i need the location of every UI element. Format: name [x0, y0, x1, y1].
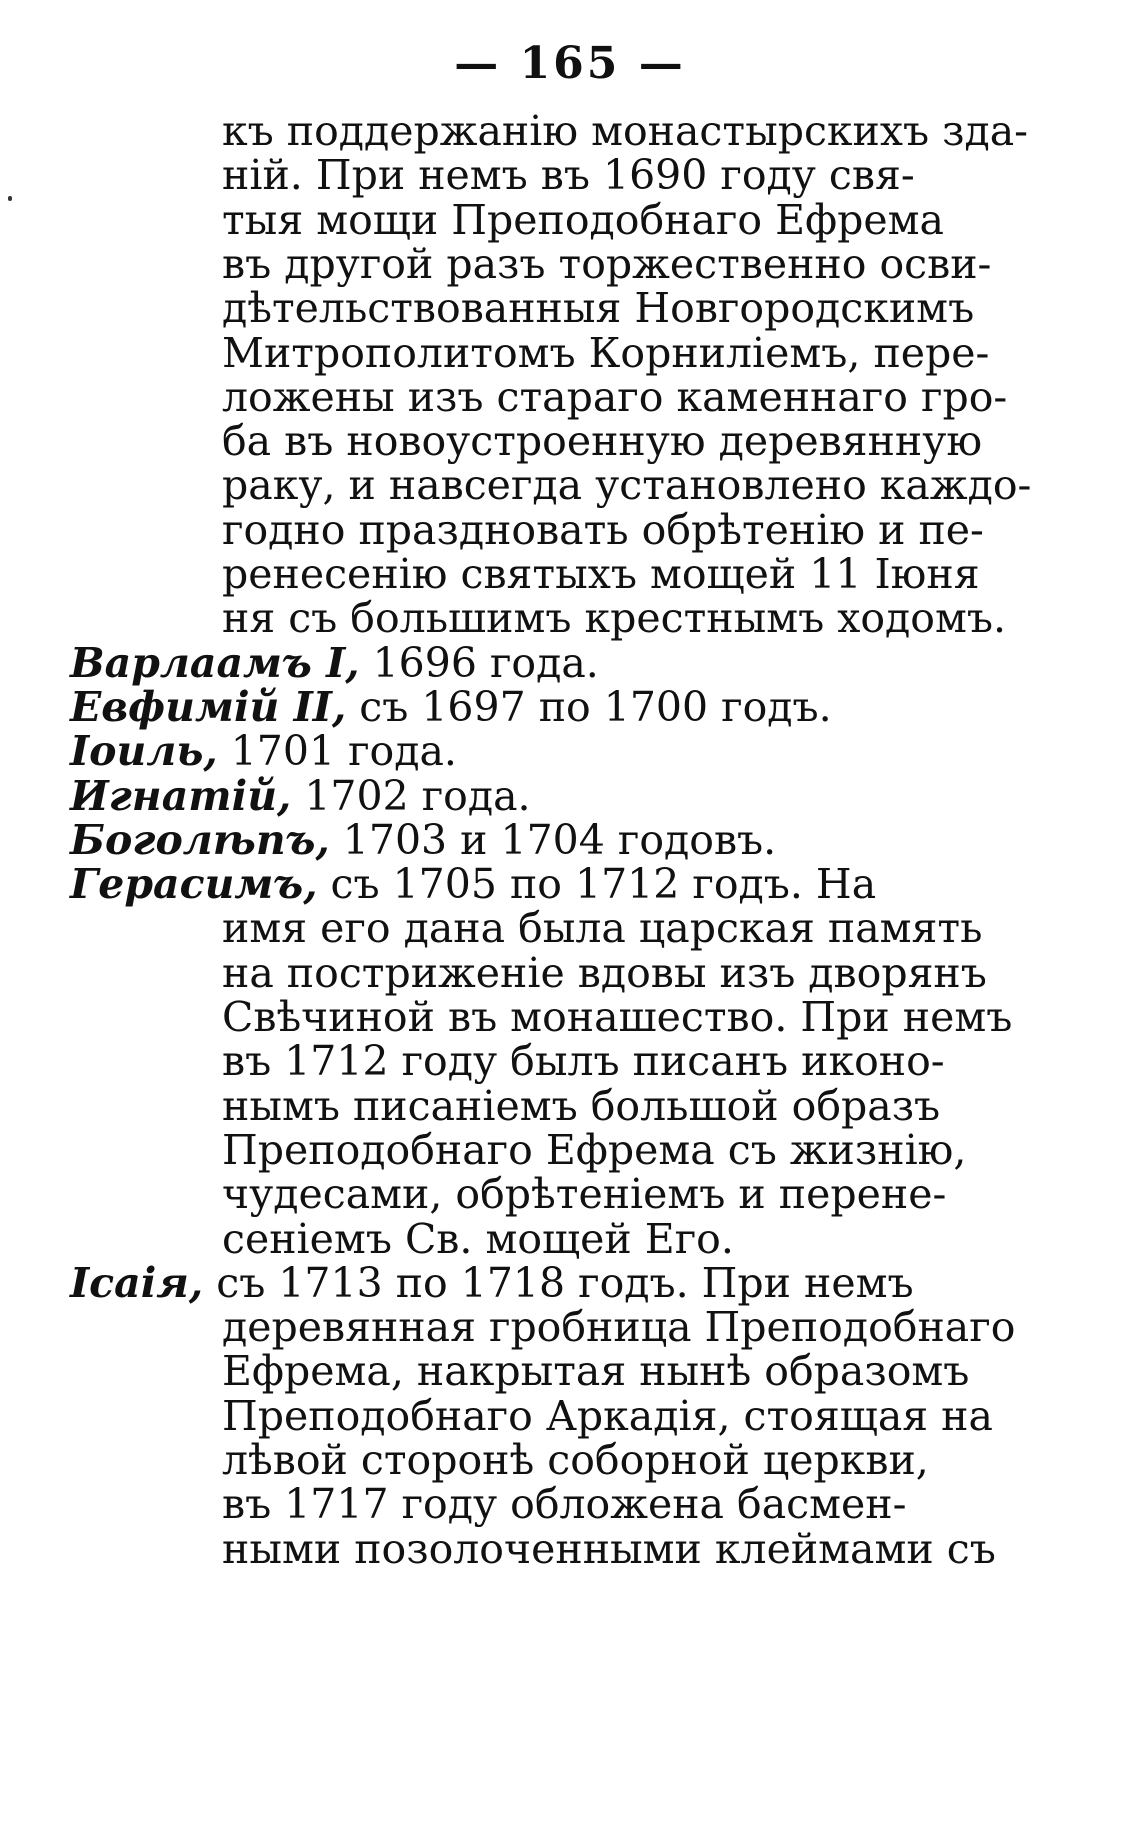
text-line — [222, 1036, 945, 1086]
text-line — [222, 1081, 940, 1131]
bishop-name: Варлаамъ I, — [70, 639, 360, 687]
bishop-name: Іоиль, — [70, 727, 218, 775]
line-text: Митрополитомъ Корниліемъ, пере- — [222, 329, 990, 377]
line-text: Преподобнаго Ефрема съ жизнію, — [222, 1126, 967, 1174]
line-text: ній. При немъ въ 1690 году свя- — [222, 151, 915, 199]
page-number: — 165 — — [454, 38, 686, 89]
line-text: Свѣчиной въ монашество. При немъ — [222, 993, 1013, 1041]
text-line — [222, 505, 984, 555]
text-line — [222, 150, 915, 200]
line-text: нымъ писаніемъ большой образъ — [222, 1082, 941, 1130]
line-text: на постриженіе вдовы изъ дворянъ — [222, 949, 987, 997]
text-line — [222, 283, 974, 333]
line-text: съ 1697 по 1700 годъ. — [346, 683, 832, 731]
bishop-name: Герасимъ, — [70, 860, 318, 908]
entry-line — [70, 1258, 914, 1308]
entry-line — [70, 638, 599, 688]
line-text: въ 1712 году былъ писанъ иконо- — [222, 1037, 945, 1085]
line-text: чудесами, обрѣтеніемъ и перене- — [222, 1170, 947, 1218]
line-text: ренесенію святыхъ мощей 11 Іюня — [222, 550, 980, 598]
line-text: 1696 года. — [359, 639, 599, 687]
text-line — [222, 328, 989, 378]
line-text: тыя мощи Преподобнаго Ефрема — [222, 196, 944, 244]
text-line — [222, 416, 982, 466]
bishop-name: Евфимій II, — [70, 683, 347, 731]
line-text: 1701 года. — [217, 727, 457, 775]
bishop-name: Ісаія, — [70, 1259, 204, 1307]
line-text: лѣвой сторонѣ соборной церкви, — [222, 1436, 929, 1484]
text-line — [222, 593, 1006, 643]
entry-line — [70, 771, 531, 821]
line-text: въ другой разъ торжественно осви- — [222, 240, 992, 288]
entry-line — [70, 859, 876, 909]
text-line — [222, 1125, 966, 1175]
line-text: ня съ большимъ крестнымъ ходомъ. — [222, 594, 1006, 642]
text-line — [222, 1435, 929, 1485]
line-text: въ 1717 году обложена басмен- — [222, 1480, 907, 1528]
text-line — [222, 106, 1028, 156]
entry-line — [70, 682, 832, 732]
line-text: Ефрема, накрытая нынѣ образомъ — [222, 1347, 970, 1395]
text-line — [222, 1302, 1015, 1352]
text-line — [222, 372, 1007, 422]
text-line — [222, 460, 1031, 510]
text-line — [222, 948, 987, 998]
line-text: Преподобнаго Аркадія, стоящая на — [222, 1392, 993, 1440]
bishop-name: Игнатій, — [70, 772, 292, 820]
entry-line — [70, 815, 776, 865]
text-line — [222, 1169, 946, 1219]
line-text: сеніемъ Св. мощей Его. — [222, 1215, 734, 1263]
text-line — [222, 239, 991, 289]
line-text: раку, и навсегда установлено каждо- — [222, 461, 1032, 509]
line-text: дѣтельствованныя Новгородскимъ — [222, 284, 975, 332]
text-line — [222, 195, 944, 245]
line-text: имя его дана была царская память — [222, 904, 983, 952]
line-text: деревянная гробница Преподобнаго — [222, 1303, 1016, 1351]
line-text: 1703 и 1704 годовъ. — [329, 816, 777, 864]
bishop-name: Боголѣпъ, — [70, 816, 330, 864]
line-text: 1702 года. — [291, 772, 531, 820]
text-line — [222, 549, 980, 599]
line-text: ложены изъ стараго каменнаго гро- — [222, 373, 1008, 421]
line-text: ба въ новоустроенную деревянную — [222, 417, 983, 465]
line-text: съ 1713 по 1718 годъ. При немъ — [203, 1259, 914, 1307]
text-line — [222, 1391, 993, 1441]
line-text: съ 1705 по 1712 годъ. На — [317, 860, 877, 908]
stray-ink-mark — [8, 196, 12, 201]
line-text: годно праздновать обрѣтенію и пе- — [222, 506, 984, 554]
text-line — [222, 1214, 734, 1264]
line-text: къ поддержанію монастырскихъ зда- — [222, 107, 1029, 155]
text-line — [222, 1479, 906, 1529]
entry-line — [70, 726, 457, 776]
line-text: ными позолоченными клеймами съ — [222, 1525, 996, 1573]
text-line — [222, 992, 1012, 1042]
text-line — [222, 1524, 996, 1574]
text-line — [222, 1346, 969, 1396]
text-line — [222, 903, 982, 953]
